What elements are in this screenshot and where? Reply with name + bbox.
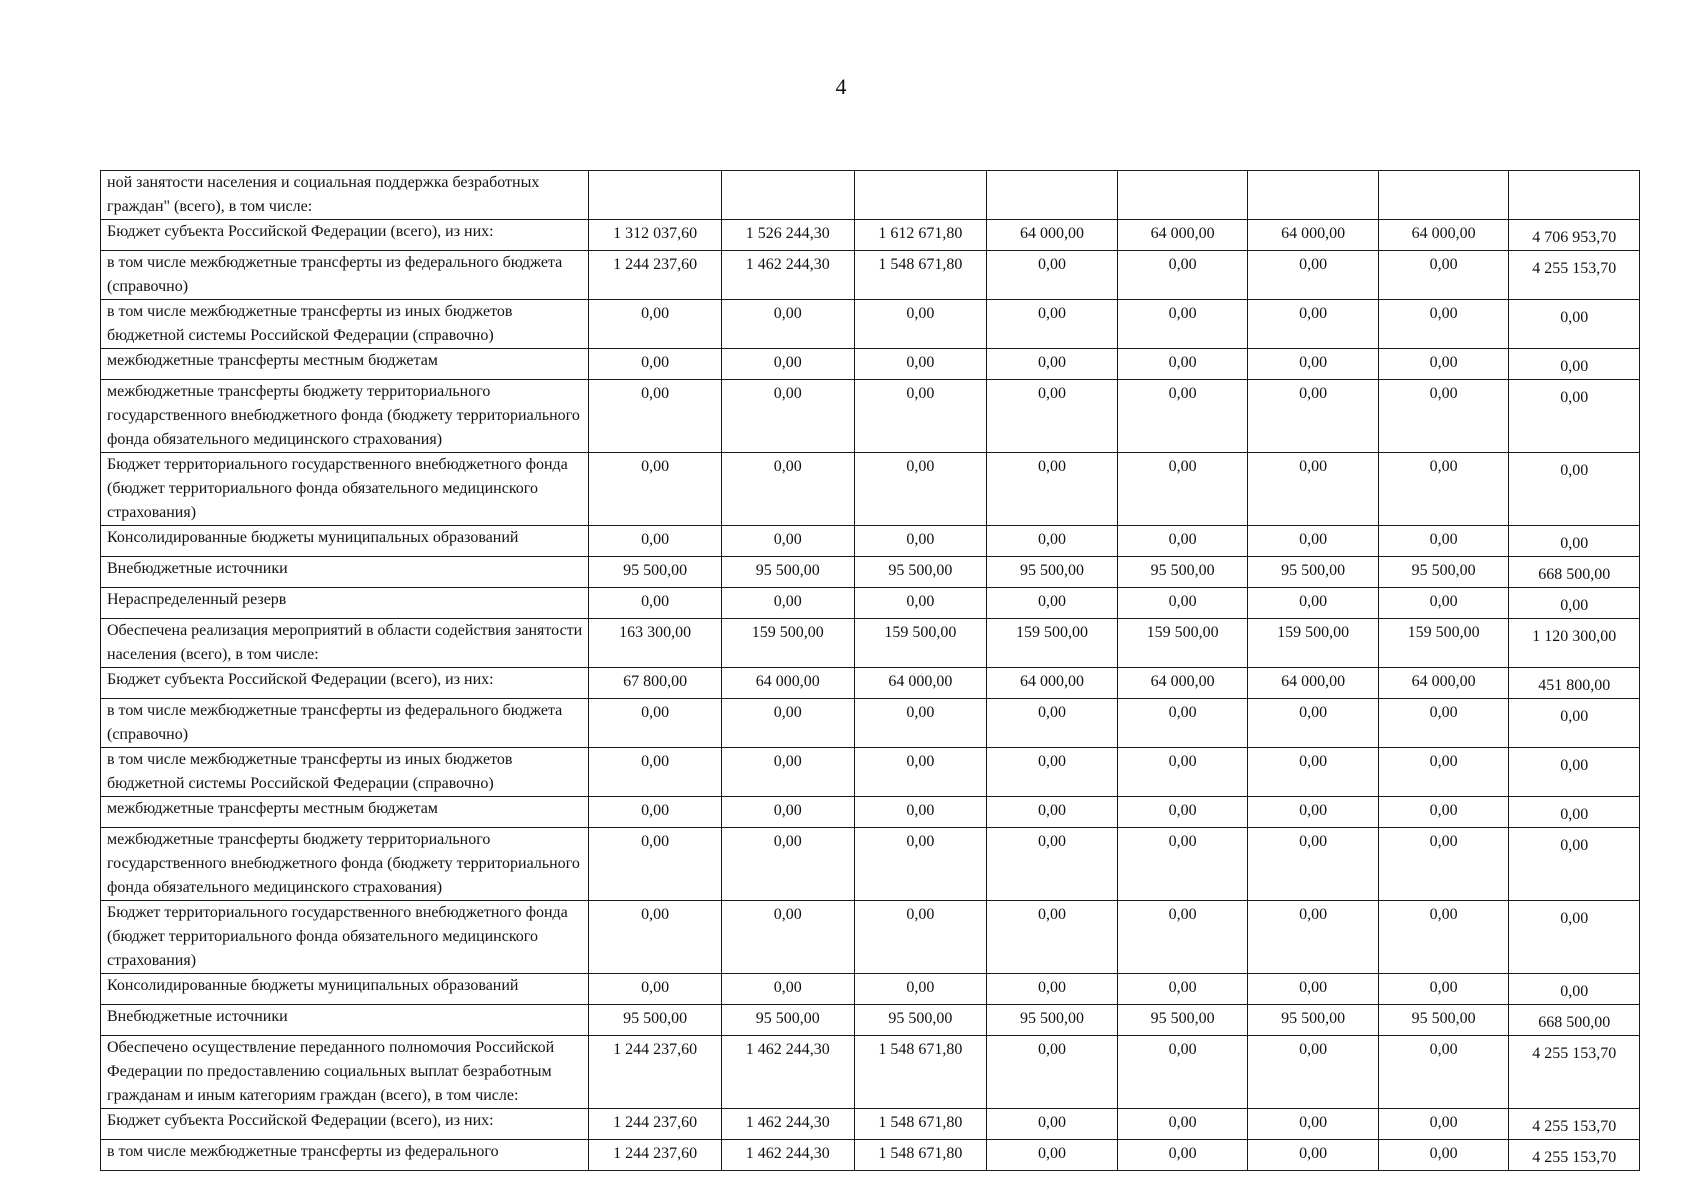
value-cell: 0,00 xyxy=(1378,1036,1509,1109)
table-row xyxy=(101,300,1640,349)
value-cell: 0,00 xyxy=(1378,588,1509,619)
value-cell: 1 548 671,80 xyxy=(854,1036,987,1109)
value-cell: 1 526 244,30 xyxy=(721,220,854,251)
value-cell: 0,00 xyxy=(589,380,722,453)
value-cell: 0,00 xyxy=(1248,1140,1379,1171)
row-total-cell: 0,00 xyxy=(1509,380,1640,453)
value-cell: 0,00 xyxy=(987,1140,1118,1171)
value-cell: 1 244 237,60 xyxy=(589,251,722,300)
value-cell: 0,00 xyxy=(721,901,854,974)
value-cell: 0,00 xyxy=(589,974,722,1005)
row-label: Бюджет субъекта Российской Федерации (всего), из них: xyxy=(101,220,589,251)
table-row xyxy=(101,557,1640,588)
value-cell: 0,00 xyxy=(1248,300,1379,349)
row-total-cell: 4 706 953,70 xyxy=(1509,220,1640,251)
row-label: Внебюджетные источники xyxy=(101,1005,589,1036)
value-cell: 0,00 xyxy=(987,828,1118,901)
value-cell: 0,00 xyxy=(987,901,1118,974)
value-cell: 0,00 xyxy=(1117,1140,1248,1171)
value-cell: 0,00 xyxy=(854,380,987,453)
value-cell: 159 500,00 xyxy=(854,619,987,668)
value-cell: 0,00 xyxy=(1378,251,1509,300)
table-row xyxy=(101,1109,1640,1140)
value-cell: 95 500,00 xyxy=(854,557,987,588)
value-cell: 0,00 xyxy=(1117,748,1248,797)
value-cell: 0,00 xyxy=(854,588,987,619)
value-cell: 0,00 xyxy=(854,748,987,797)
value-cell: 0,00 xyxy=(1248,526,1379,557)
table-row xyxy=(101,699,1640,748)
value-cell: 0,00 xyxy=(987,588,1118,619)
value-cell: 0,00 xyxy=(1117,1109,1248,1140)
value-cell: 1 462 244,30 xyxy=(721,1036,854,1109)
value-cell: 1 612 671,80 xyxy=(854,220,987,251)
value-cell: 0,00 xyxy=(1378,748,1509,797)
value-cell: 0,00 xyxy=(1117,300,1248,349)
value-cell: 0,00 xyxy=(1378,300,1509,349)
table-row xyxy=(101,251,1640,300)
value-cell: 0,00 xyxy=(721,349,854,380)
row-total-cell: 668 500,00 xyxy=(1509,1005,1640,1036)
row-label: в том числе межбюджетные трансферты из иных бюджетов бюджетной системы Российской Федерации (справочно) xyxy=(101,748,589,797)
row-label: Консолидированные бюджеты муниципальных образований xyxy=(101,526,589,557)
value-cell: 0,00 xyxy=(1248,797,1379,828)
value-cell: 95 500,00 xyxy=(1248,557,1379,588)
value-cell: 0,00 xyxy=(589,349,722,380)
value-cell: 0,00 xyxy=(589,901,722,974)
value-cell xyxy=(721,171,854,220)
value-cell: 0,00 xyxy=(987,349,1118,380)
value-cell: 67 800,00 xyxy=(589,668,722,699)
table-row xyxy=(101,220,1640,251)
value-cell: 0,00 xyxy=(854,526,987,557)
value-cell: 159 500,00 xyxy=(1117,619,1248,668)
value-cell: 0,00 xyxy=(1248,1036,1379,1109)
value-cell: 0,00 xyxy=(1117,380,1248,453)
value-cell: 1 548 671,80 xyxy=(854,251,987,300)
value-cell: 0,00 xyxy=(987,300,1118,349)
row-label: в том числе межбюджетные трансферты из федерального бюджета (справочно) xyxy=(101,251,589,300)
row-label: Бюджет субъекта Российской Федерации (всего), из них: xyxy=(101,1109,589,1140)
table-row xyxy=(101,619,1640,668)
value-cell: 0,00 xyxy=(1117,1036,1248,1109)
value-cell: 0,00 xyxy=(1248,748,1379,797)
value-cell: 95 500,00 xyxy=(1378,557,1509,588)
row-label: межбюджетные трансферты местным бюджетам xyxy=(101,349,589,380)
value-cell: 95 500,00 xyxy=(854,1005,987,1036)
row-label: ной занятости населения и социальная поддержка безработных граждан" (всего), в том числе: xyxy=(101,171,589,220)
value-cell: 64 000,00 xyxy=(1117,220,1248,251)
value-cell: 0,00 xyxy=(1378,453,1509,526)
row-label: Нераспределенный резерв xyxy=(101,588,589,619)
value-cell: 0,00 xyxy=(721,300,854,349)
value-cell: 0,00 xyxy=(1117,974,1248,1005)
value-cell: 0,00 xyxy=(1117,526,1248,557)
value-cell: 0,00 xyxy=(721,797,854,828)
value-cell: 64 000,00 xyxy=(1378,668,1509,699)
value-cell: 0,00 xyxy=(1117,251,1248,300)
row-total-cell: 0,00 xyxy=(1509,349,1640,380)
value-cell: 95 500,00 xyxy=(1117,557,1248,588)
table-row xyxy=(101,1140,1640,1171)
row-total-cell: 4 255 153,70 xyxy=(1509,1036,1640,1109)
row-label: межбюджетные трансферты местным бюджетам xyxy=(101,797,589,828)
value-cell: 0,00 xyxy=(589,526,722,557)
value-cell: 0,00 xyxy=(589,588,722,619)
value-cell: 0,00 xyxy=(721,699,854,748)
row-total-cell: 1 120 300,00 xyxy=(1509,619,1640,668)
value-cell: 0,00 xyxy=(1248,828,1379,901)
value-cell: 159 500,00 xyxy=(721,619,854,668)
value-cell: 0,00 xyxy=(1378,797,1509,828)
value-cell: 0,00 xyxy=(1378,1140,1509,1171)
table-row xyxy=(101,1005,1640,1036)
row-label: Бюджет субъекта Российской Федерации (всего), из них: xyxy=(101,668,589,699)
row-total-cell: 0,00 xyxy=(1509,748,1640,797)
value-cell: 0,00 xyxy=(1248,1109,1379,1140)
value-cell: 163 300,00 xyxy=(589,619,722,668)
value-cell xyxy=(589,171,722,220)
value-cell: 0,00 xyxy=(721,974,854,1005)
value-cell: 0,00 xyxy=(1378,1109,1509,1140)
value-cell xyxy=(1117,171,1248,220)
row-label: Консолидированные бюджеты муниципальных образований xyxy=(101,974,589,1005)
value-cell xyxy=(987,171,1118,220)
row-label: межбюджетные трансферты бюджету территориального государственного внебюджетного фонда (бюджету территориального фонда обязательного медицинского страхования) xyxy=(101,828,589,901)
row-total-cell: 0,00 xyxy=(1509,588,1640,619)
value-cell: 0,00 xyxy=(1117,349,1248,380)
row-label: Обеспечена реализация мероприятий в области содействия занятости населения (всего), в том числе: xyxy=(101,619,589,668)
value-cell: 0,00 xyxy=(854,300,987,349)
row-total-cell: 0,00 xyxy=(1509,300,1640,349)
value-cell: 0,00 xyxy=(1117,699,1248,748)
value-cell: 0,00 xyxy=(854,453,987,526)
row-total-cell: 0,00 xyxy=(1509,901,1640,974)
value-cell: 0,00 xyxy=(721,453,854,526)
row-total-cell: 4 255 153,70 xyxy=(1509,1109,1640,1140)
value-cell: 0,00 xyxy=(589,748,722,797)
value-cell: 159 500,00 xyxy=(1378,619,1509,668)
row-label: Внебюджетные источники xyxy=(101,557,589,588)
value-cell: 95 500,00 xyxy=(721,557,854,588)
value-cell: 64 000,00 xyxy=(721,668,854,699)
value-cell: 95 500,00 xyxy=(721,1005,854,1036)
value-cell: 0,00 xyxy=(1117,901,1248,974)
value-cell: 0,00 xyxy=(1248,974,1379,1005)
value-cell: 0,00 xyxy=(1248,349,1379,380)
table-row xyxy=(101,668,1640,699)
value-cell: 0,00 xyxy=(987,748,1118,797)
value-cell: 0,00 xyxy=(987,974,1118,1005)
value-cell: 1 548 671,80 xyxy=(854,1140,987,1171)
table-row xyxy=(101,349,1640,380)
value-cell: 0,00 xyxy=(1248,380,1379,453)
value-cell xyxy=(854,171,987,220)
value-cell: 1 462 244,30 xyxy=(721,251,854,300)
row-total-cell: 0,00 xyxy=(1509,526,1640,557)
value-cell xyxy=(1248,171,1379,220)
value-cell: 0,00 xyxy=(1117,828,1248,901)
value-cell: 64 000,00 xyxy=(987,220,1118,251)
table-row xyxy=(101,453,1640,526)
value-cell: 95 500,00 xyxy=(987,1005,1118,1036)
value-cell: 64 000,00 xyxy=(1248,668,1379,699)
page-number: 4 xyxy=(835,74,847,99)
row-total-cell: 0,00 xyxy=(1509,828,1640,901)
value-cell: 1 312 037,60 xyxy=(589,220,722,251)
value-cell: 0,00 xyxy=(1378,828,1509,901)
value-cell: 0,00 xyxy=(854,699,987,748)
row-label: Бюджет территориального государственного внебюджетного фонда (бюджет территориального фонда обязательного медицинского страхования) xyxy=(101,453,589,526)
value-cell: 0,00 xyxy=(1248,699,1379,748)
row-total-cell: 0,00 xyxy=(1509,797,1640,828)
value-cell: 0,00 xyxy=(987,1109,1118,1140)
value-cell: 0,00 xyxy=(987,1036,1118,1109)
value-cell: 0,00 xyxy=(987,526,1118,557)
row-total-cell xyxy=(1509,171,1640,220)
value-cell: 159 500,00 xyxy=(987,619,1118,668)
value-cell: 64 000,00 xyxy=(854,668,987,699)
value-cell: 1 244 237,60 xyxy=(589,1109,722,1140)
table-row xyxy=(101,380,1640,453)
value-cell: 95 500,00 xyxy=(1117,1005,1248,1036)
table-row xyxy=(101,588,1640,619)
value-cell: 1 462 244,30 xyxy=(721,1140,854,1171)
value-cell: 1 462 244,30 xyxy=(721,1109,854,1140)
table-row xyxy=(101,974,1640,1005)
value-cell: 0,00 xyxy=(1378,974,1509,1005)
row-total-cell: 0,00 xyxy=(1509,699,1640,748)
value-cell: 64 000,00 xyxy=(987,668,1118,699)
value-cell: 159 500,00 xyxy=(1248,619,1379,668)
value-cell: 0,00 xyxy=(1117,453,1248,526)
value-cell: 0,00 xyxy=(589,797,722,828)
value-cell: 0,00 xyxy=(1117,588,1248,619)
value-cell: 0,00 xyxy=(1378,349,1509,380)
value-cell: 1 244 237,60 xyxy=(589,1140,722,1171)
value-cell: 95 500,00 xyxy=(589,557,722,588)
value-cell xyxy=(1378,171,1509,220)
value-cell: 0,00 xyxy=(721,526,854,557)
table-row xyxy=(101,748,1640,797)
row-total-cell: 4 255 153,70 xyxy=(1509,251,1640,300)
value-cell: 0,00 xyxy=(721,748,854,797)
value-cell: 1 548 671,80 xyxy=(854,1109,987,1140)
value-cell: 0,00 xyxy=(1378,380,1509,453)
value-cell: 0,00 xyxy=(987,699,1118,748)
value-cell: 0,00 xyxy=(1378,901,1509,974)
value-cell: 0,00 xyxy=(854,828,987,901)
value-cell: 0,00 xyxy=(854,797,987,828)
value-cell: 95 500,00 xyxy=(589,1005,722,1036)
value-cell: 0,00 xyxy=(854,349,987,380)
value-cell: 64 000,00 xyxy=(1117,668,1248,699)
value-cell: 0,00 xyxy=(854,974,987,1005)
table-row xyxy=(101,828,1640,901)
row-label: в том числе межбюджетные трансферты из иных бюджетов бюджетной системы Российской Федерации (справочно) xyxy=(101,300,589,349)
value-cell: 64 000,00 xyxy=(1248,220,1379,251)
value-cell: 95 500,00 xyxy=(1378,1005,1509,1036)
row-total-cell: 0,00 xyxy=(1509,974,1640,1005)
value-cell: 0,00 xyxy=(589,828,722,901)
row-label: в том числе межбюджетные трансферты из федерального бюджета (справочно) xyxy=(101,699,589,748)
row-total-cell: 451 800,00 xyxy=(1509,668,1640,699)
value-cell: 64 000,00 xyxy=(1378,220,1509,251)
row-total-cell: 0,00 xyxy=(1509,453,1640,526)
value-cell: 0,00 xyxy=(589,699,722,748)
value-cell: 95 500,00 xyxy=(1248,1005,1379,1036)
row-total-cell: 668 500,00 xyxy=(1509,557,1640,588)
value-cell: 0,00 xyxy=(589,300,722,349)
value-cell: 0,00 xyxy=(1117,797,1248,828)
value-cell: 0,00 xyxy=(1378,526,1509,557)
row-label: Бюджет территориального государственного внебюджетного фонда (бюджет территориального фонда обязательного медицинского страхования) xyxy=(101,901,589,974)
table-row xyxy=(101,171,1640,220)
value-cell: 0,00 xyxy=(589,453,722,526)
row-total-cell: 4 255 153,70 xyxy=(1509,1140,1640,1171)
table-row xyxy=(101,901,1640,974)
table-row xyxy=(101,1036,1640,1109)
value-cell: 0,00 xyxy=(721,588,854,619)
row-label: межбюджетные трансферты бюджету территориального государственного внебюджетного фонда (бюджету территориального фонда обязательного медицинского страхования) xyxy=(101,380,589,453)
budget-table xyxy=(100,170,1640,1171)
value-cell: 0,00 xyxy=(987,380,1118,453)
value-cell: 0,00 xyxy=(721,380,854,453)
table-row xyxy=(101,797,1640,828)
value-cell: 0,00 xyxy=(854,901,987,974)
value-cell: 0,00 xyxy=(987,453,1118,526)
value-cell: 0,00 xyxy=(1378,699,1509,748)
row-label: Обеспечено осуществление переданного полномочия Российской Федерации по предоставлению социальных выплат безработным гражданам и иным категориям граждан (всего), в том числе: xyxy=(101,1036,589,1109)
table-row xyxy=(101,526,1640,557)
value-cell: 0,00 xyxy=(1248,588,1379,619)
value-cell: 0,00 xyxy=(987,797,1118,828)
value-cell: 95 500,00 xyxy=(987,557,1118,588)
value-cell: 0,00 xyxy=(1248,453,1379,526)
value-cell: 0,00 xyxy=(1248,251,1379,300)
value-cell: 0,00 xyxy=(721,828,854,901)
value-cell: 1 244 237,60 xyxy=(589,1036,722,1109)
value-cell: 0,00 xyxy=(987,251,1118,300)
value-cell: 0,00 xyxy=(1248,901,1379,974)
row-label: в том числе межбюджетные трансферты из федерального xyxy=(101,1140,589,1171)
